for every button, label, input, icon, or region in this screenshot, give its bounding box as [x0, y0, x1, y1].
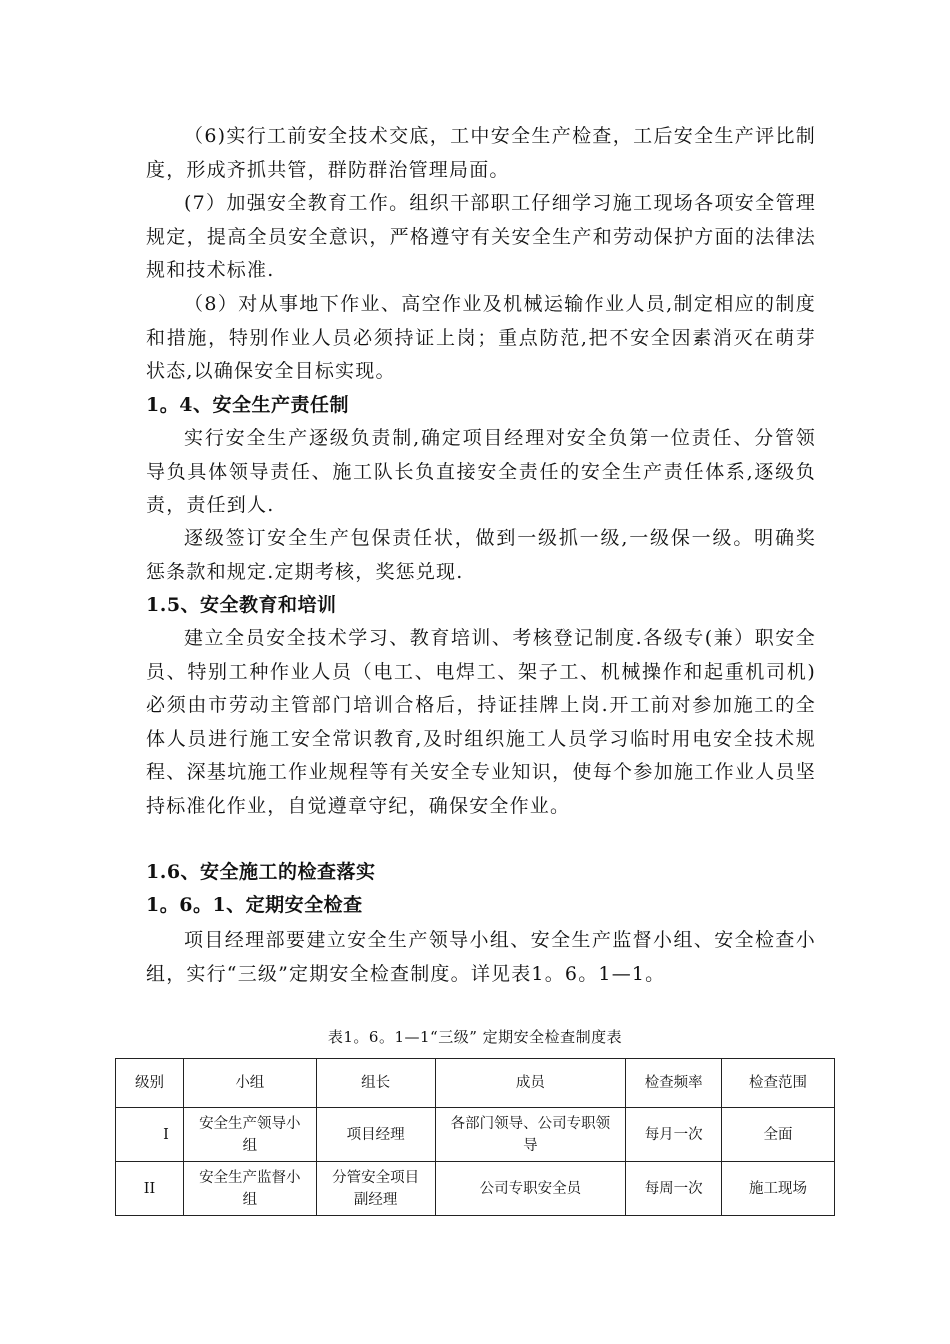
table-cell: 安全生产监督小组 [183, 1162, 316, 1216]
table-cell: 安全生产领导小组 [183, 1108, 316, 1162]
section-heading-1-6-1: 1。6。1、定期安全检查 [146, 894, 363, 916]
table-cell: 全面 [722, 1108, 835, 1162]
table-cell: 每周一次 [626, 1162, 722, 1216]
table-cell: 分管安全项目副经理 [316, 1162, 435, 1216]
table-caption: 表1。6。1—1“三级” 定期安全检查制度表 [327, 1028, 623, 1046]
paragraph-inspection: 项目经理部要建立安全生产领导小组、安全生产监督小组、安全检查小组，实行“三级”定期安全检查制度。详见表1。6。1—1。 [146, 929, 816, 985]
table-cell: 项目经理 [316, 1108, 435, 1162]
paragraph-training: 建立全员安全技术学习、教育培训、考核登记制度.各级专(兼）职安全员、特别工种作业人员（电工、电焊工、架子工、机械操作和起重机司机)必须由市劳动主管部门培训合格后，持证挂牌上岗.开工前对参加施工的全体人员进行施工安全常识教育,及时组织施工人员学习临时用电安全技术规程、深基坑施工作业规程等有关安全专业知识，使每个参加施工作业人员坚持标准化作业，自觉遵章守纪，确保安全作业。 [146, 627, 816, 817]
table-cell: 施工现场 [722, 1162, 835, 1216]
header-cell-scope: 检查范围 [722, 1059, 835, 1108]
table-cell: 每月一次 [626, 1108, 722, 1162]
header-cell-leader: 组长 [316, 1059, 435, 1108]
section-heading-1-4: 1。4、安全生产责任制 [146, 394, 349, 416]
inspection-table [115, 1058, 835, 1216]
table-row [116, 1108, 835, 1162]
paragraph-item-6: （6)实行工前安全技术交底，工中安全生产检查，工后安全生产评比制度，形成齐抓共管，群防群治管理局面。 [146, 125, 816, 181]
table-cell: II [116, 1162, 184, 1216]
table-cell: I [116, 1108, 184, 1162]
header-cell-level: 级别 [116, 1059, 184, 1108]
section-heading-1-6: 1.6、安全施工的检查落实 [146, 861, 376, 883]
paragraph-item-8: （8）对从事地下作业、高空作业及机械运输作业人员,制定相应的制度和措施，特别作业人员必须持证上岗；重点防范,把不安全因素消灭在萌芽状态,以确保安全目标实现。 [146, 293, 816, 382]
header-cell-members: 成员 [435, 1059, 626, 1108]
paragraph-responsibility-contract: 逐级签订安全生产包保责任状，做到一级抓一级,一级保一级。明确奖惩条款和规定.定期考核，奖惩兑现. [146, 527, 816, 583]
table-cell: 各部门领导、公司专职领导 [435, 1108, 626, 1162]
paragraph-item-7: (7）加强安全教育工作。组织干部职工仔细学习施工现场各项安全管理规定，提高全员安全意识，严格遵守有关安全生产和劳动保护方面的法律法规和技术标准. [146, 192, 816, 281]
table-cell: 公司专职安全员 [435, 1162, 626, 1216]
section-heading-1-5: 1.5、安全教育和培训 [146, 594, 337, 616]
paragraph-responsibility: 实行安全生产逐级负责制,确定项目经理对安全负第一位责任、分管领导负具体领导责任、施工队长负直接安全责任的安全生产责任体系,逐级负责，责任到人. [146, 427, 816, 516]
table-header-row [116, 1059, 835, 1108]
header-cell-frequency: 检查频率 [626, 1059, 722, 1108]
header-cell-group: 小组 [183, 1059, 316, 1108]
table-row [116, 1162, 835, 1216]
